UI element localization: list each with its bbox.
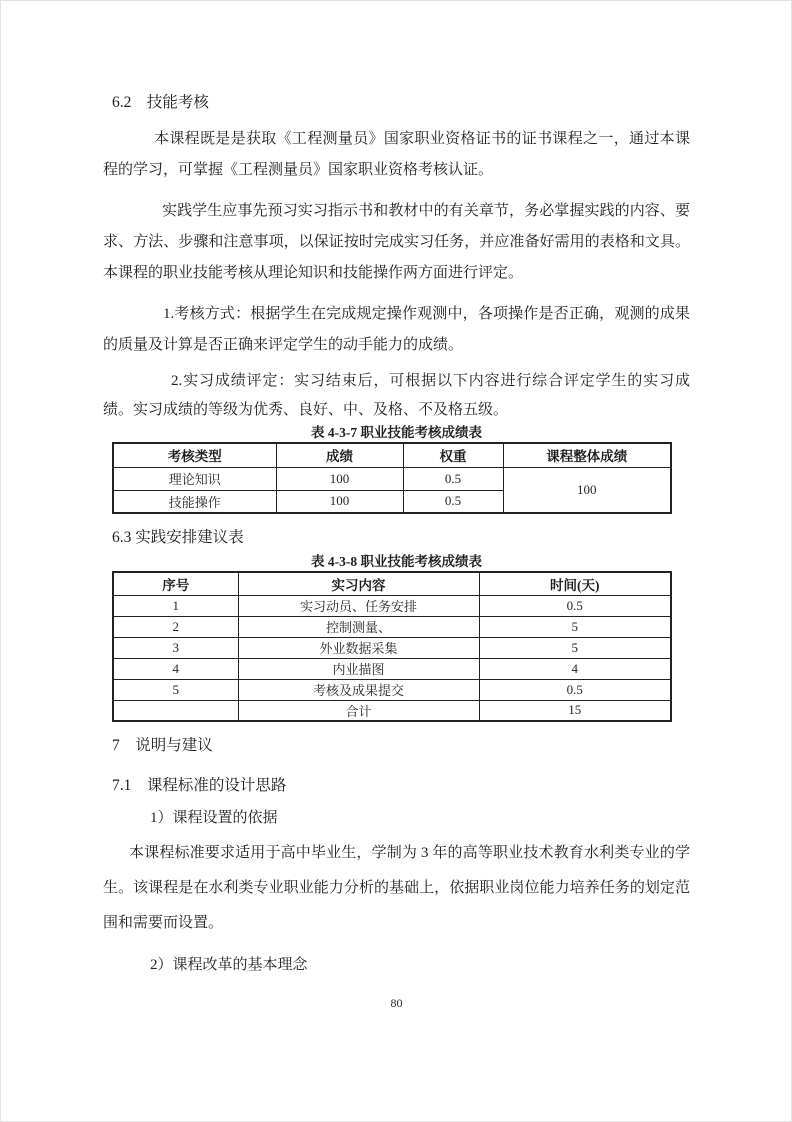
table-cell: 0.5 [479, 595, 671, 616]
table-cell: 4 [479, 658, 671, 679]
table-row [113, 637, 671, 658]
table-header-row [113, 572, 671, 595]
table-cell: 100 [276, 490, 403, 513]
page-number: 80 [390, 996, 403, 1010]
table-cell: 2 [113, 616, 238, 637]
table-header-cell: 考核类型 [113, 443, 276, 467]
table-header-cell: 实习内容 [238, 572, 479, 595]
table-row [113, 595, 671, 616]
table-row [113, 467, 671, 490]
table-4-3-8-caption: 表 4-3-8 职业技能考核成绩表 [311, 554, 482, 569]
body-paragraph: 本课程既是是获取《工程测量员》国家职业资格证书的证书课程之一，通过本课程的学习，可掌握《工程测量员》国家职业资格考核认证。 [103, 131, 690, 178]
table-cell: 内业描图 [238, 658, 479, 679]
table-cell: 5 [479, 616, 671, 637]
table-cell: 0.5 [403, 490, 503, 513]
table-header-cell: 课程整体成绩 [503, 443, 671, 467]
table-header-cell: 权重 [403, 443, 503, 467]
table-cell: 合计 [238, 700, 479, 721]
body-paragraph: 实践学生应事先预习实习指示书和教材中的有关章节，务必掌握实践的内容、要求、方法、步骤和注意事项，以保证按时完成实习任务，并应准备好需用的表格和文具。本课程的职业技能考核从理论知识和技能操作两方面进行评定。 [103, 203, 690, 281]
table-cell: 外业数据采集 [238, 637, 479, 658]
table-4-3-7-caption: 表 4-3-7 职业技能考核成绩表 [311, 425, 482, 440]
table-4-3-7 [112, 442, 672, 514]
table-header-cell: 序号 [113, 572, 238, 595]
list-item-course-basis: 1）课程设置的依据 [150, 810, 278, 826]
heading-section-7: 7 说明与建议 [112, 737, 213, 754]
table-header-row [113, 443, 671, 467]
body-paragraph: 1.考核方式：根据学生在完成规定操作观测中，各项操作是否正确，观测的成果的质量及计算是否正确来评定学生的动手能力的成绩。 [103, 306, 690, 353]
table-cell: 考核及成果提交 [238, 679, 479, 700]
heading-section-7-1: 7.1 课程标准的设计思路 [112, 777, 287, 794]
table-cell: 0.5 [403, 467, 503, 490]
list-item-reform-concept: 2）课程改革的基本理念 [150, 957, 308, 973]
table-cell: 100 [276, 467, 403, 490]
table-cell: 1 [113, 595, 238, 616]
heading-section-6-3: 6.3 实践安排建议表 [112, 529, 244, 546]
table-cell: 0.5 [479, 679, 671, 700]
table-row [113, 658, 671, 679]
table-cell: 15 [479, 700, 671, 721]
table-cell: 实习动员、任务安排 [238, 595, 479, 616]
table-cell-overall-score: 100 [503, 467, 671, 513]
table-cell: 理论知识 [113, 467, 276, 490]
table-cell [113, 700, 238, 721]
table-row [113, 616, 671, 637]
table-cell: 3 [113, 637, 238, 658]
heading-section-6-2: 6.2 技能考核 [112, 94, 209, 111]
body-paragraph: 2.实习成绩评定：实习结束后，可根据以下内容进行综合评定学生的实习成绩。实习成绩的等级为优秀、良好、中、及格、不及格五级。 [103, 373, 690, 418]
table-cell: 5 [113, 679, 238, 700]
table-cell: 技能操作 [113, 490, 276, 513]
table-header-cell: 时间(天) [479, 572, 671, 595]
table-row [113, 679, 671, 700]
table-row-total [113, 700, 671, 721]
table-cell: 4 [113, 658, 238, 679]
table-cell: 5 [479, 637, 671, 658]
table-4-3-8 [112, 571, 672, 722]
table-cell: 控制测量、 [238, 616, 479, 637]
table-header-cell: 成绩 [276, 443, 403, 467]
body-paragraph: 本课程标准要求适用于高中毕业生，学制为 3 年的高等职业技术教育水利类专业的学生。该课程是在水利类专业职业能力分析的基础上，依据职业岗位能力培养任务的划定范围和需要而设置。 [103, 845, 690, 931]
